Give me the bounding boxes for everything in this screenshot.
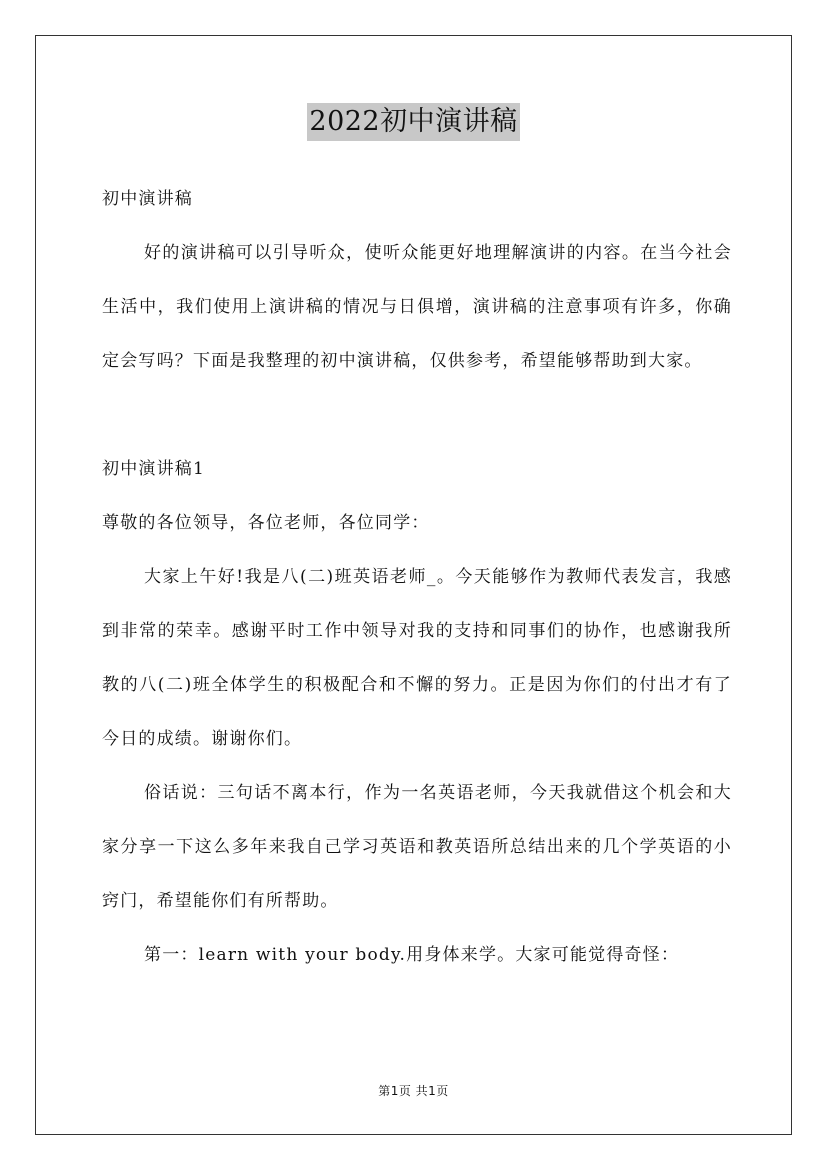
section-gap <box>102 388 732 442</box>
body-paragraph: 俗话说：三句话不离本行，作为一名英语老师，今天我就借这个机会和大家分享一下这么多年来我自己学习英语和教英语所总结出来的几个学英语的小窍门，希望能你们有所帮助。 <box>102 783 732 911</box>
page-footer: 第1页 共1页 <box>378 1084 449 1098</box>
body-paragraph: 大家上午好!我是八(二)班英语老师_。今天能够作为教师代表发言，我感到非常的荣幸。感谢平时工作中领导对我的支持和同事们的协作，也感谢我所教的八(二)班全体学生的积极配合和不懈的努力。正是因为你们的付出才有了今日的成绩。谢谢你们。 <box>102 567 732 749</box>
speech-greeting: 尊敬的各位领导，各位老师，各位同学： <box>102 513 430 533</box>
body-paragraph: 第一：learn with your body.用身体来学。大家可能觉得奇怪： <box>144 945 680 965</box>
section-heading: 初中演讲稿1 <box>102 459 206 479</box>
document-title: 2022初中演讲稿 <box>307 103 519 141</box>
document-body <box>102 172 732 982</box>
title-container <box>0 103 827 141</box>
intro-paragraph: 好的演讲稿可以引导听众，使听众能更好地理解演讲的内容。在当今社会生活中，我们使用上演讲稿的情况与日俱增，演讲稿的注意事项有许多，你确定会写吗？下面是我整理的初中演讲稿，仅供参考，希望能够帮助到大家。 <box>102 243 732 371</box>
document-subtitle: 初中演讲稿 <box>102 189 193 209</box>
